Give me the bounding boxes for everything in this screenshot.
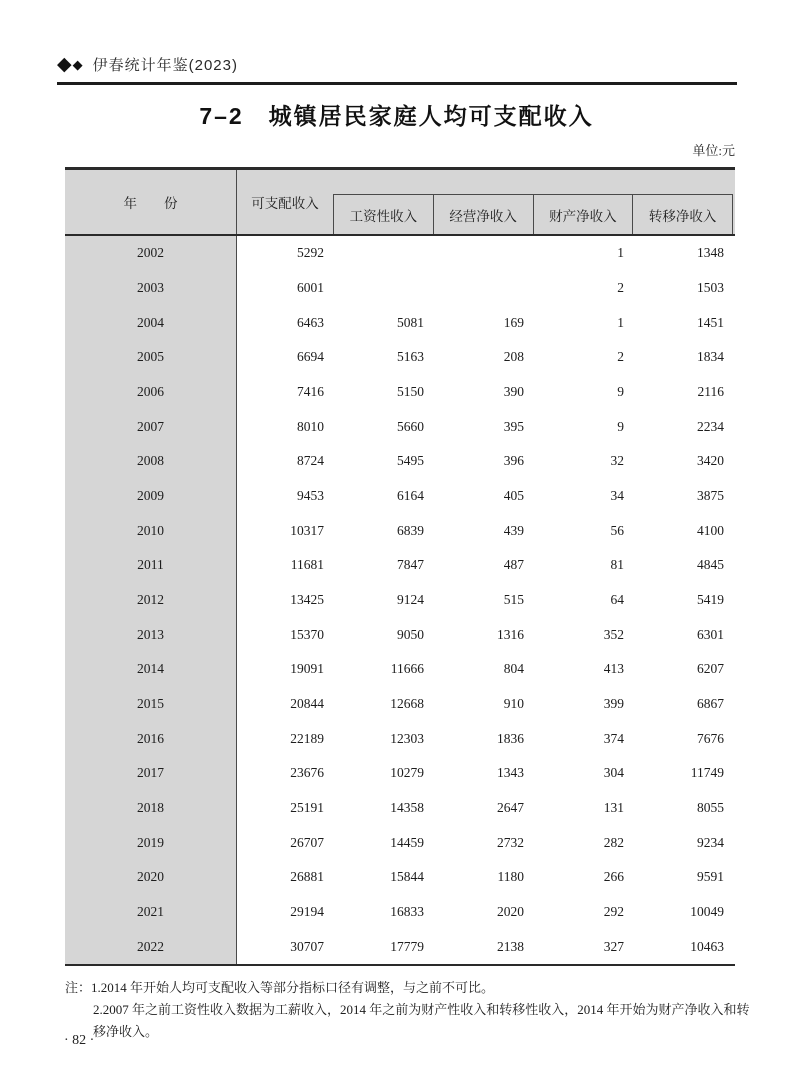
sub-header-3: 财产净收入: [533, 194, 633, 234]
year-cell: 2005: [65, 340, 237, 375]
value-cell: 20844: [290, 696, 324, 712]
value-cell: 390: [503, 384, 524, 400]
value-cell: 292: [603, 904, 624, 920]
value-cell: [433, 271, 533, 306]
value-cell: 7847: [397, 557, 424, 573]
diamond-icon-small: ◆: [72, 57, 83, 72]
value-cell: [333, 271, 433, 306]
year-cell: 2003: [65, 271, 237, 306]
table-row: [65, 791, 735, 826]
value-cell: 9: [617, 384, 624, 400]
value-cell: 266: [603, 869, 624, 885]
table-row: [65, 756, 735, 791]
value-cell: 9234: [697, 834, 724, 850]
value-cell: 26707: [290, 834, 324, 850]
value-cell: 7676: [697, 730, 724, 746]
year-cell: 2002: [65, 236, 237, 271]
year-cell: 2020: [65, 860, 237, 895]
value-cell: 14358: [390, 800, 424, 816]
value-cell: 1343: [497, 765, 524, 781]
value-cell: 1316: [497, 626, 524, 642]
value-cell: 5419: [697, 592, 724, 608]
table-row: [65, 271, 735, 306]
value-cell: 10317: [290, 522, 324, 538]
value-cell: 1: [617, 314, 624, 330]
table-row: [65, 479, 735, 514]
diamond-icon-large: ◆: [57, 54, 72, 75]
year-cell: 2006: [65, 375, 237, 410]
value-cell: 25191: [290, 800, 324, 816]
table-header: [65, 170, 735, 236]
value-cell: 23676: [290, 765, 324, 781]
year-cell: 2016: [65, 721, 237, 756]
value-cell: 15370: [290, 626, 324, 642]
table-row: [65, 895, 735, 930]
year-cell: 2013: [65, 617, 237, 652]
value-cell: 1: [617, 245, 624, 261]
value-cell: 22189: [290, 730, 324, 746]
value-cell: 29194: [290, 904, 324, 920]
value-cell: 10049: [690, 904, 724, 920]
value-cell: 352: [603, 626, 624, 642]
value-cell: 6301: [697, 626, 724, 642]
value-cell: 3875: [697, 488, 724, 504]
table-body: [65, 236, 735, 964]
value-cell: 5163: [397, 349, 424, 365]
value-cell: 10279: [390, 765, 424, 781]
value-cell: 5150: [397, 384, 424, 400]
value-cell: 5660: [397, 418, 424, 434]
value-cell: 34: [610, 488, 624, 504]
value-cell: 8055: [697, 800, 724, 816]
value-cell: 1180: [497, 869, 524, 885]
value-cell: 396: [503, 453, 524, 469]
table-row: [65, 583, 735, 618]
value-cell: 13425: [290, 592, 324, 608]
year-cell: 2022: [65, 929, 237, 964]
value-cell: 64: [610, 592, 624, 608]
note-line-2: 2.2007 年之前工资性收入数据为工薪收入，2014 年之前为财产性收入和转移性收入，2014 年开始为财产净收入和转移净收入。: [93, 1002, 750, 1039]
value-cell: 5081: [397, 314, 424, 330]
table-title: 7–2 城镇居民家庭人均可支配收入: [199, 103, 594, 129]
year-cell: 2021: [65, 895, 237, 930]
value-cell: 208: [503, 349, 524, 365]
value-cell: 81: [610, 557, 624, 573]
value-cell: 6001: [297, 280, 324, 295]
value-cell: 282: [603, 834, 624, 850]
value-cell: 9124: [397, 592, 424, 608]
value-cell: 9050: [397, 626, 424, 642]
value-cell: 515: [503, 592, 524, 608]
value-cell: 1834: [697, 349, 724, 365]
value-cell: 9: [617, 418, 624, 434]
value-cell: 11666: [390, 661, 424, 677]
value-cell: 804: [503, 661, 524, 677]
value-cell: 2116: [697, 384, 724, 400]
table-row: [65, 444, 735, 479]
table-row: [65, 652, 735, 687]
value-cell: 910: [503, 696, 524, 712]
year-cell: 2012: [65, 583, 237, 618]
year-cell: 2004: [65, 305, 237, 340]
value-cell: 304: [603, 765, 624, 781]
value-cell: 6694: [297, 349, 324, 365]
value-cell: 16833: [390, 904, 424, 920]
table-row: [65, 687, 735, 722]
year-cell: 2007: [65, 409, 237, 444]
value-cell: 17779: [390, 938, 424, 954]
year-cell: 2011: [65, 548, 237, 583]
value-cell: 9453: [297, 488, 324, 504]
value-cell: 405: [503, 488, 524, 504]
value-cell: 1451: [697, 314, 724, 330]
table-row: [65, 375, 735, 410]
value-cell: 4845: [697, 557, 724, 573]
value-cell: 395: [503, 418, 524, 434]
table-notes: [65, 977, 755, 1043]
value-cell: 439: [503, 522, 524, 538]
value-cell: 1836: [497, 730, 524, 746]
table-row: [65, 929, 735, 964]
value-cell: 2732: [497, 834, 524, 850]
table-row: [65, 409, 735, 444]
value-cell: 413: [603, 661, 624, 677]
value-cell: [433, 236, 533, 271]
value-cell: 6867: [697, 696, 724, 712]
value-cell: 6164: [397, 488, 424, 504]
sub-header-1: 工资性收入: [333, 194, 433, 234]
table-row: [65, 617, 735, 652]
table-row: [65, 340, 735, 375]
value-cell: 8010: [297, 418, 324, 434]
value-cell: 15844: [390, 869, 424, 885]
year-cell: 2017: [65, 756, 237, 791]
value-cell: 4100: [697, 522, 724, 538]
note-label: 注：: [65, 980, 92, 995]
value-cell: 327: [603, 938, 624, 954]
table-row: [65, 860, 735, 895]
value-cell: 3420: [697, 453, 724, 469]
table-row: [65, 825, 735, 860]
value-cell: 12303: [390, 730, 424, 746]
value-cell: 2647: [497, 800, 524, 816]
page-header: [57, 54, 737, 85]
value-cell: 2: [617, 280, 624, 295]
table-row: [65, 721, 735, 756]
value-cell: 56: [610, 522, 624, 538]
year-column-header: 年 份: [65, 170, 237, 234]
value-cell: 7416: [297, 384, 324, 400]
value-cell: 6463: [297, 314, 324, 330]
value-cell: 10463: [690, 938, 724, 954]
value-cell: 12668: [390, 696, 424, 712]
value-cell: 26881: [290, 869, 324, 885]
value-cell: 374: [603, 730, 624, 746]
sub-header-group: [333, 194, 733, 234]
year-cell: 2008: [65, 444, 237, 479]
value-cell: 8724: [297, 453, 324, 469]
value-cell: 2: [617, 349, 624, 365]
value-cell: 169: [503, 314, 524, 330]
value-cell: 9591: [697, 869, 724, 885]
income-table: [65, 167, 735, 966]
disposable-income-header: 可支配收入: [251, 196, 319, 211]
value-cell: 2138: [497, 938, 524, 954]
value-cell: 11749: [690, 765, 724, 781]
value-cell: 2020: [497, 904, 524, 920]
year-cell: 2019: [65, 825, 237, 860]
note-text-1: 1.2014 年开始人均可支配收入等部分指标口径有调整，与之前不可比。: [91, 980, 495, 995]
value-cell: 6207: [697, 661, 724, 677]
value-cell: 2234: [697, 418, 724, 434]
note-line-1: [65, 977, 755, 999]
value-cell: 399: [603, 696, 624, 712]
value-cell: 11681: [290, 557, 324, 573]
sub-header-2: 经营净收入: [433, 194, 533, 234]
value-cell: 5292: [297, 245, 324, 261]
value-cell: [333, 236, 433, 271]
sub-header-4: 转移净收入: [632, 194, 733, 234]
value-cell: 32: [610, 453, 624, 469]
page-number: · 82 ·: [64, 1033, 95, 1048]
value-cell: 14459: [390, 834, 424, 850]
value-cell: 5495: [397, 453, 424, 469]
value-cell: 19091: [290, 661, 324, 677]
value-cell: 487: [503, 557, 524, 573]
value-cell: 131: [603, 800, 624, 816]
year-cell: 2018: [65, 791, 237, 826]
table-row: [65, 305, 735, 340]
table-row: [65, 236, 735, 271]
year-cell: 2014: [65, 652, 237, 687]
year-cell: 2009: [65, 479, 237, 514]
table-row: [65, 548, 735, 583]
value-cell: 6839: [397, 522, 424, 538]
value-cell: 30707: [290, 938, 324, 954]
value-cell: 1503: [697, 280, 724, 295]
yearbook-title: 伊春统计年鉴(2023): [92, 57, 238, 74]
year-cell: 2015: [65, 687, 237, 722]
unit-label: 单位:元: [692, 143, 735, 158]
table-row: [65, 513, 735, 548]
value-cell: 1348: [697, 245, 724, 261]
year-cell: 2010: [65, 513, 237, 548]
